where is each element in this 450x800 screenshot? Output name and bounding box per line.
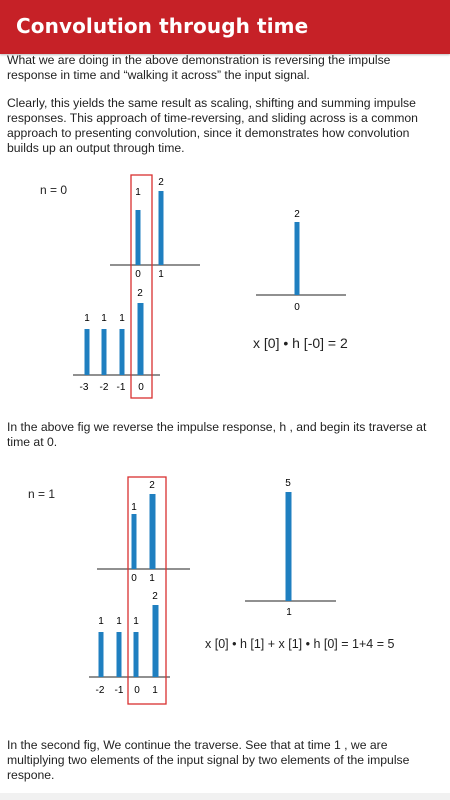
y-stem-0 xyxy=(286,492,292,601)
x-value-2: 1 xyxy=(133,616,139,627)
x-tick-2: -1 xyxy=(116,382,126,393)
bottom-bar xyxy=(0,793,450,800)
h-stem-0 xyxy=(136,210,141,265)
h-stem-1 xyxy=(159,191,164,265)
x-value-3: 2 xyxy=(137,288,143,299)
x-stem-0 xyxy=(85,329,90,375)
h-tick-0: 0 xyxy=(135,269,141,280)
convolution-figure-n0 xyxy=(0,170,450,405)
x-value-3: 2 xyxy=(152,591,158,602)
x-stem-2 xyxy=(120,329,125,375)
x-tick-3: 1 xyxy=(152,685,158,696)
h-value-1: 2 xyxy=(158,177,164,188)
y-tick-0: 1 xyxy=(286,607,292,618)
h-value-0: 1 xyxy=(135,187,141,198)
paragraph-figure-1-caption: In the above fig we reverse the impulse response, h , and begin its traverse at time at 0. xyxy=(7,420,427,449)
y-value-0: 2 xyxy=(294,209,300,220)
x-tick-2: 0 xyxy=(134,685,140,696)
x-value-1: 1 xyxy=(116,616,122,627)
x-stem-2 xyxy=(134,632,139,677)
x-stem-0 xyxy=(99,632,104,677)
h-value-0: 1 xyxy=(131,502,137,513)
h-tick-1: 1 xyxy=(158,269,164,280)
y-tick-0: 0 xyxy=(294,302,300,313)
convolution-figure-n1 xyxy=(0,470,450,710)
y-stem-0 xyxy=(295,222,300,295)
paragraph-figure-2-caption: In the second fig, We continue the traverse. See that at time 1 , we are multiplying two elements of the input signal by two elements of the impulse respone. xyxy=(7,738,410,782)
x-stem-3 xyxy=(153,605,159,677)
paragraph-intro: What we are doing in the above demonstration is reversing the impulse response in time and “walking it across” the input signal. xyxy=(7,53,391,82)
equation: x [0] • h [1] + x [1] • h [0] = 1+4 = 5 xyxy=(205,637,395,651)
x-value-0: 1 xyxy=(84,313,90,324)
y-value-0: 5 xyxy=(285,478,291,489)
x-value-1: 1 xyxy=(101,313,107,324)
figure-n1-svg xyxy=(0,470,450,710)
step-label: n = 1 xyxy=(28,487,56,501)
x-stem-3 xyxy=(138,303,144,375)
page-title: Convolution through time xyxy=(16,14,309,38)
x-tick-1: -2 xyxy=(99,382,109,393)
paragraph-explanation: Clearly, this yields the same result as scaling, shifting and summing impulse responses. This approach of time-reversing, and sliding across is a common approach to presenting convolution, since it demonstrates how convolution builds up an output through time. xyxy=(7,96,418,155)
h-value-1: 2 xyxy=(149,480,155,491)
x-tick-1: -1 xyxy=(114,685,124,696)
app-bar xyxy=(0,0,450,54)
x-stem-1 xyxy=(102,329,107,375)
x-tick-0: -2 xyxy=(95,685,105,696)
x-value-2: 1 xyxy=(119,313,125,324)
x-value-0: 1 xyxy=(98,616,104,627)
h-stem-1 xyxy=(150,494,156,569)
h-tick-0: 0 xyxy=(131,573,137,584)
x-tick-3: 0 xyxy=(138,382,144,393)
x-stem-1 xyxy=(117,632,122,677)
h-stem-0 xyxy=(132,514,137,569)
step-label: n = 0 xyxy=(40,183,68,197)
h-tick-1: 1 xyxy=(149,573,155,584)
x-tick-0: -3 xyxy=(79,382,89,393)
equation: x [0] • h [-0] = 2 xyxy=(253,335,348,351)
figure-n0-svg xyxy=(0,170,450,405)
